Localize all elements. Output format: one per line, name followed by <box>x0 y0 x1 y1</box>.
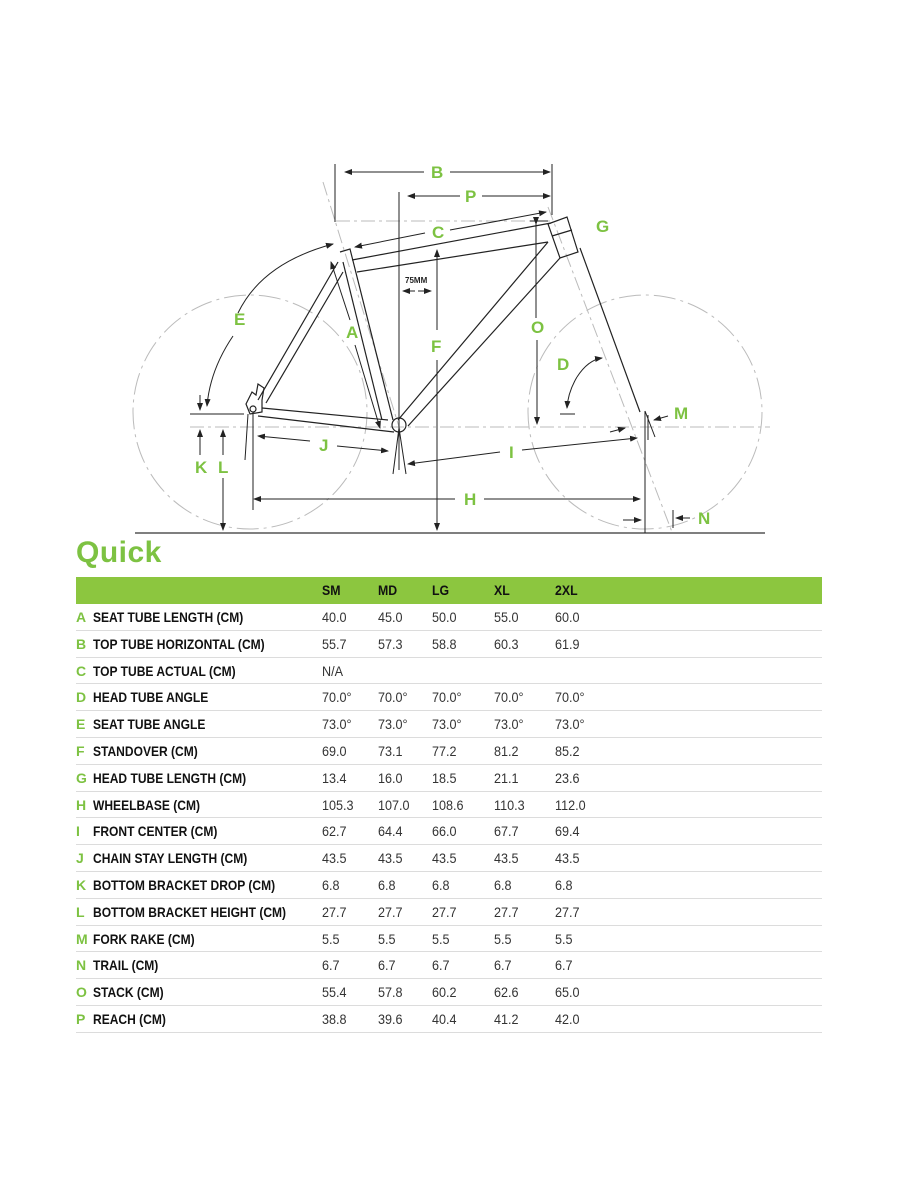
cell-value: 73.0° <box>432 716 462 733</box>
cell-value: 55.4 <box>322 984 347 1001</box>
cell-value: 57.8 <box>378 984 403 1001</box>
label-k: K <box>195 458 208 477</box>
table-row <box>76 765 822 792</box>
cell-value: 43.5 <box>432 850 457 867</box>
cell-value: 40.4 <box>432 1010 457 1027</box>
bike-geometry-diagram <box>0 0 900 540</box>
table-body <box>76 604 822 1033</box>
cell-value: 70.0° <box>378 689 408 706</box>
cell-value: 60.2 <box>432 984 457 1001</box>
cell-value: 45.0 <box>378 609 403 625</box>
label-b: B <box>431 163 444 182</box>
cell-value: 27.7 <box>494 903 519 920</box>
cell-value: 105.3 <box>322 796 354 813</box>
table-row <box>76 604 822 631</box>
cell-value: 50.0 <box>432 609 457 625</box>
model-title: Quick <box>76 536 162 569</box>
cell-value: 62.6 <box>494 984 519 1001</box>
label-g: G <box>596 217 610 236</box>
table-row <box>76 979 822 1006</box>
table-row <box>76 818 822 845</box>
row-label: TOP TUBE HORIZONTAL (CM) <box>93 635 265 652</box>
label-j: J <box>319 436 329 455</box>
label-c: C <box>432 223 445 242</box>
row-letter: O <box>76 984 87 1001</box>
cell-value: 40.0 <box>322 609 347 625</box>
label-n: N <box>698 509 711 528</box>
size-header-lg: LG <box>432 582 450 598</box>
row-letter: J <box>76 850 84 867</box>
cell-value: 6.8 <box>555 876 573 893</box>
cell-value: 5.5 <box>494 930 512 947</box>
cell-value: 58.8 <box>432 635 457 652</box>
row-letter: I <box>76 823 80 840</box>
cell-value: 62.7 <box>322 823 347 840</box>
cell-value: 55.7 <box>322 635 347 652</box>
cell-value: 27.7 <box>432 903 457 920</box>
cell-value: 5.5 <box>555 930 573 947</box>
cell-value: 5.5 <box>432 930 450 947</box>
cell-value: 42.0 <box>555 1010 580 1027</box>
cell-value: 18.5 <box>432 769 457 786</box>
row-label: SEAT TUBE LENGTH (CM) <box>93 609 244 625</box>
size-header-sm: SM <box>322 582 341 598</box>
row-label: WHEELBASE (CM) <box>93 796 201 813</box>
table-row <box>76 952 822 979</box>
row-letter: C <box>76 662 87 679</box>
cell-value: 6.8 <box>494 876 512 893</box>
cell-value: 43.5 <box>378 850 403 867</box>
cell-value: 69.0 <box>322 742 347 759</box>
geometry-table <box>76 577 822 1033</box>
cell-value: 6.8 <box>378 876 396 893</box>
row-label: BOTTOM BRACKET HEIGHT (CM) <box>93 903 287 920</box>
cell-value: 60.3 <box>494 635 519 652</box>
cell-value: 43.5 <box>494 850 519 867</box>
row-label: STANDOVER (CM) <box>93 742 198 759</box>
label-f: F <box>431 337 442 356</box>
cell-value: 73.0° <box>322 716 352 733</box>
row-label: BOTTOM BRACKET DROP (CM) <box>93 876 276 893</box>
row-letter: B <box>76 635 87 652</box>
row-label: SEAT TUBE ANGLE <box>93 716 206 733</box>
cell-value: 69.4 <box>555 823 580 840</box>
cell-value: 6.7 <box>494 957 512 974</box>
table-row <box>76 738 822 765</box>
cell-value: 110.3 <box>494 796 525 813</box>
row-label: FORK RAKE (CM) <box>93 930 195 947</box>
cell-value: 57.3 <box>378 635 403 652</box>
label-l: L <box>218 458 229 477</box>
dimension-labels <box>195 163 710 528</box>
cell-value: 41.2 <box>494 1010 519 1027</box>
cell-value: 27.7 <box>322 903 347 920</box>
cell-value: 38.8 <box>322 1010 347 1027</box>
row-letter: A <box>76 609 87 625</box>
cell-value: 6.7 <box>378 957 396 974</box>
table-row <box>76 1006 822 1033</box>
row-letter: N <box>76 957 87 974</box>
cell-value: 5.5 <box>322 930 340 947</box>
cell-value: 70.0° <box>555 689 585 706</box>
cell-value: 70.0° <box>322 689 352 706</box>
label-m: M <box>674 404 689 423</box>
table-row <box>76 684 822 711</box>
row-label: HEAD TUBE ANGLE <box>93 689 209 706</box>
cell-value: 6.7 <box>322 957 340 974</box>
size-header-2xl: 2XL <box>555 582 578 598</box>
row-label: REACH (CM) <box>93 1010 166 1027</box>
cell-value: 66.0 <box>432 823 457 840</box>
cell-value: 23.6 <box>555 769 580 786</box>
table-row <box>76 845 822 872</box>
row-letter: F <box>76 742 85 759</box>
row-letter: M <box>76 930 88 947</box>
cell-value: 13.4 <box>322 769 347 786</box>
cell-value: 6.8 <box>432 876 450 893</box>
size-header-md: MD <box>378 582 398 598</box>
cell-value: 39.6 <box>378 1010 403 1027</box>
row-letter: G <box>76 769 87 786</box>
cell-value: 73.1 <box>378 742 403 759</box>
cell-value: 43.5 <box>322 850 347 867</box>
label-o: O <box>531 318 545 337</box>
row-letter: P <box>76 1010 86 1027</box>
row-letter: H <box>76 796 87 813</box>
row-label: CHAIN STAY LENGTH (CM) <box>93 850 248 867</box>
cell-value: 27.7 <box>555 903 580 920</box>
row-label: TOP TUBE ACTUAL (CM) <box>93 662 236 679</box>
cell-value: 43.5 <box>555 850 580 867</box>
cell-value: 77.2 <box>432 742 457 759</box>
cell-value: 70.0° <box>494 689 524 706</box>
row-letter: D <box>76 689 87 706</box>
row-label: TRAIL (CM) <box>93 957 159 974</box>
cell-value: 85.2 <box>555 742 580 759</box>
table-row <box>76 899 822 926</box>
label-d: D <box>557 355 570 374</box>
size-header-xl: XL <box>494 582 510 598</box>
cell-value: 67.7 <box>494 823 519 840</box>
label-h: H <box>464 490 477 509</box>
cell-value: 112.0 <box>555 796 586 813</box>
label-a: A <box>346 323 359 342</box>
cell-value: 70.0° <box>432 689 462 706</box>
row-letter: L <box>76 903 85 920</box>
row-letter: K <box>76 876 87 893</box>
cell-value: 6.8 <box>322 876 340 893</box>
cell-value: 73.0° <box>378 716 408 733</box>
table-header <box>76 577 822 604</box>
cell-value: 55.0 <box>494 609 519 625</box>
row-letter: E <box>76 716 86 733</box>
row-label: STACK (CM) <box>93 984 164 1001</box>
cell-value: 64.4 <box>378 823 403 840</box>
cell-value: 60.0 <box>555 609 580 625</box>
label-e: E <box>234 310 246 329</box>
cell-value: 108.6 <box>432 796 464 813</box>
row-label: HEAD TUBE LENGTH (CM) <box>93 769 247 786</box>
label-i: I <box>509 443 514 462</box>
label-75mm: 75MM <box>405 276 428 285</box>
cell-value: 61.9 <box>555 635 580 652</box>
cell-value: 16.0 <box>378 769 403 786</box>
cell-value: 107.0 <box>378 796 410 813</box>
rear-wheel-outline <box>133 295 367 529</box>
cell-value: 81.2 <box>494 742 519 759</box>
cell-value: 21.1 <box>494 769 519 786</box>
table-row <box>76 792 822 819</box>
cell-value: 6.7 <box>555 957 573 974</box>
cell-value: N/A <box>322 662 344 679</box>
cell-value: 73.0° <box>555 716 585 733</box>
cell-value: 5.5 <box>378 930 396 947</box>
row-label: FRONT CENTER (CM) <box>93 823 218 840</box>
label-p: P <box>465 187 477 206</box>
table-row <box>76 872 822 899</box>
bike-frame <box>246 217 640 432</box>
cell-value: 65.0 <box>555 984 580 1001</box>
table-row <box>76 926 822 953</box>
table-row <box>76 631 822 658</box>
table-row <box>76 658 822 685</box>
cell-value: 6.7 <box>432 957 450 974</box>
cell-value: 27.7 <box>378 903 403 920</box>
cell-value: 73.0° <box>494 716 524 733</box>
table-row <box>76 711 822 738</box>
